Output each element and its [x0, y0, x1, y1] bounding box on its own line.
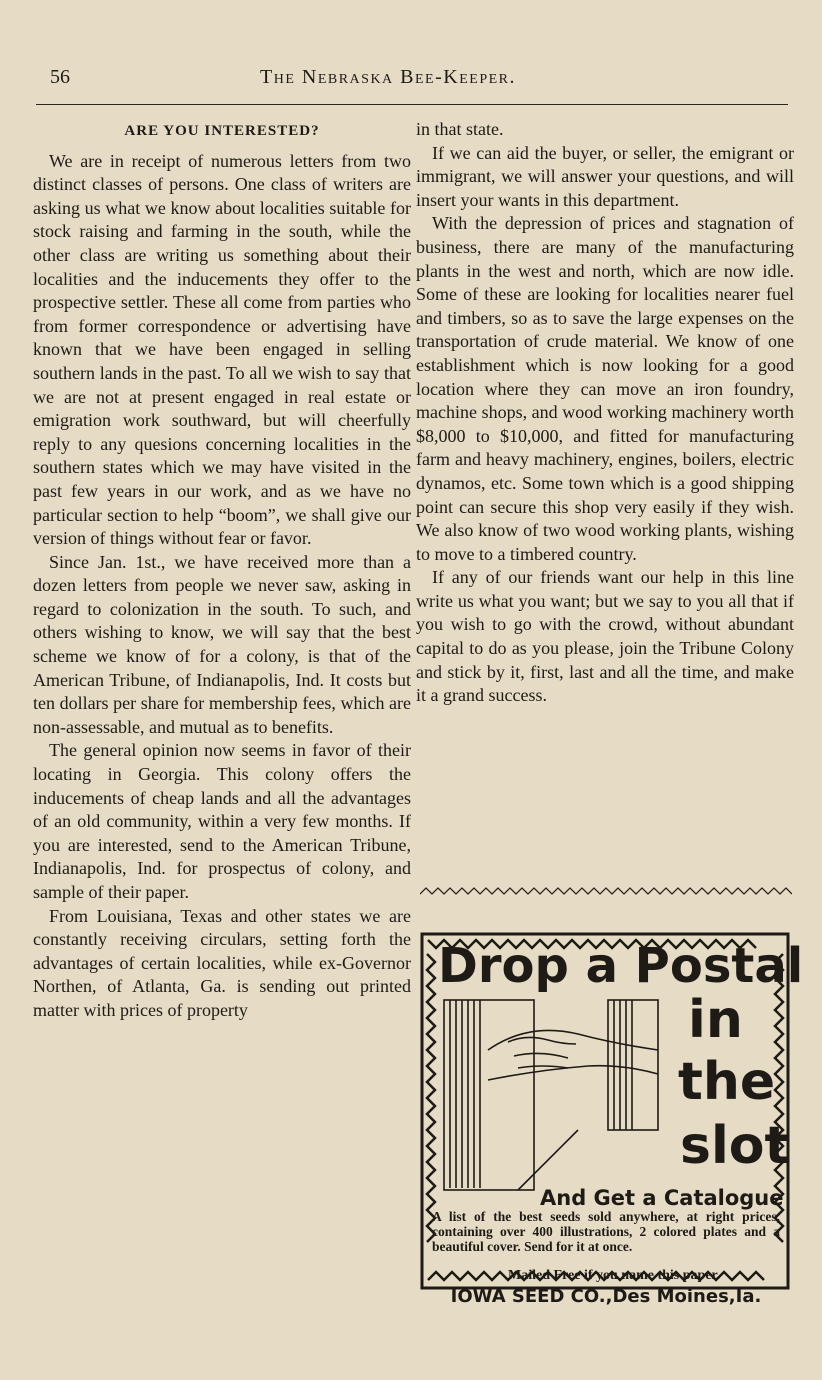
article-paragraph: If we can aid the buyer, or seller, the emigrant or immigrant, we will answer your questions, and will insert your wants in this department. [416, 142, 794, 210]
article-paragraph: From Louisiana, Texas and other states we are constantly receiving circulars, setting forth the advantages of certain localities, while ex-Governor Northen, of Atlanta, Ga. is sending out printed matter with prices of property [33, 905, 411, 1020]
ad-headline: Drop a Postal [438, 938, 804, 994]
article-paragraph: Since Jan. 1st., we have received more than a dozen letters from people we never saw, asking in regard to colonization in the south. To such, and others wishing to know, we will say that the best scheme we know of for a colony, is that of the American Tribune, of Indianapolis, Ind. It costs but ten dollars per share for membership fees, which are non-assessable, and mutual as to benefits. [33, 551, 411, 737]
ad-word-slot: slot [680, 1116, 790, 1176]
header-rule [36, 104, 788, 105]
ad-company-name: IOWA SEED CO.,Des Moines,Ia. [450, 1286, 762, 1307]
article-paragraph: If any of our friends want our help in this line write us what you want; but we say to you all that if you wish to go with the crowd, without abundant capital to do as you please, join the Tribune Colony and stick by it, first, last and all the time, and make it a grand success. [416, 567, 794, 706]
right-column [416, 118, 794, 708]
page-number: 56 [50, 66, 70, 88]
ad-mailed-free-line: Mailed Free if you name this paper. [508, 1268, 720, 1283]
ad-body-text: A list of the best seeds sold anywhere, at right prices, containing over 400 illustrations, 2 colored plates and a beautiful cover. Send for it at once. [432, 1209, 780, 1254]
seed-catalogue-advertisement [418, 930, 804, 1307]
running-head: The Nebraska Bee-Keeper. [260, 66, 516, 88]
article-paragraph: The general opinion now seems in favor of their locating in Georgia. This colony offers the inducements of cheap lands and all the advantages of an old community, within a very few months. If you are interested, send to the American Tribune, Indianapolis, Ind. for prospectus of colony, and sample of their paper. [33, 740, 411, 902]
ad-word-the: the [678, 1052, 776, 1112]
article-paragraph: With the depression of prices and stagnation of business, there are many of the manufacturing plants in the west and north, which are now idle. Some of these are looking for localities nearer fuel and timbers, so as to save the large expenses on the transportation of crude material. We know of one establishment which is now looking for a good location where they can move an iron foundry, machine shops, and wood working machinery worth $8,000 to $10,000, and fitted for manufacturing farm and heavy machinery, engines, boilers, electric dynamos, etc. Some town which is a good shipping point can secure this shop very easily if they wish. We also know of two wood working plants, wishing to move to a timbered country. [416, 213, 794, 564]
zigzag-ornament-divider [420, 884, 792, 898]
ad-word-in: in [688, 990, 743, 1050]
article-paragraph: We are in receipt of numerous letters from two distinct classes of persons. One class of writers are asking us what we know about localities suitable for stock raising and farming in the south, while the other class are writing us something about their localities and the inducements they offer to the prospective settler. These all come from parties who from former correspondence or advertising have known that we have been engaged in selling southern lands in the past. To all we wish to say that we are not at present engaged in real estate or emigration work southward, but will cheerfully reply to any quesions concerning localities in the southern states which we may have visited in the past few years in our work, and as we have no particular section to help “boom”, we shall give our version of things without fear or favor. [33, 150, 411, 549]
article-title: ARE YOU INTERESTED? [124, 123, 320, 139]
article-continuation: in that state. [416, 119, 504, 139]
ad-subhead: And Get a Catalogue [540, 1186, 784, 1210]
left-column [33, 118, 411, 1023]
